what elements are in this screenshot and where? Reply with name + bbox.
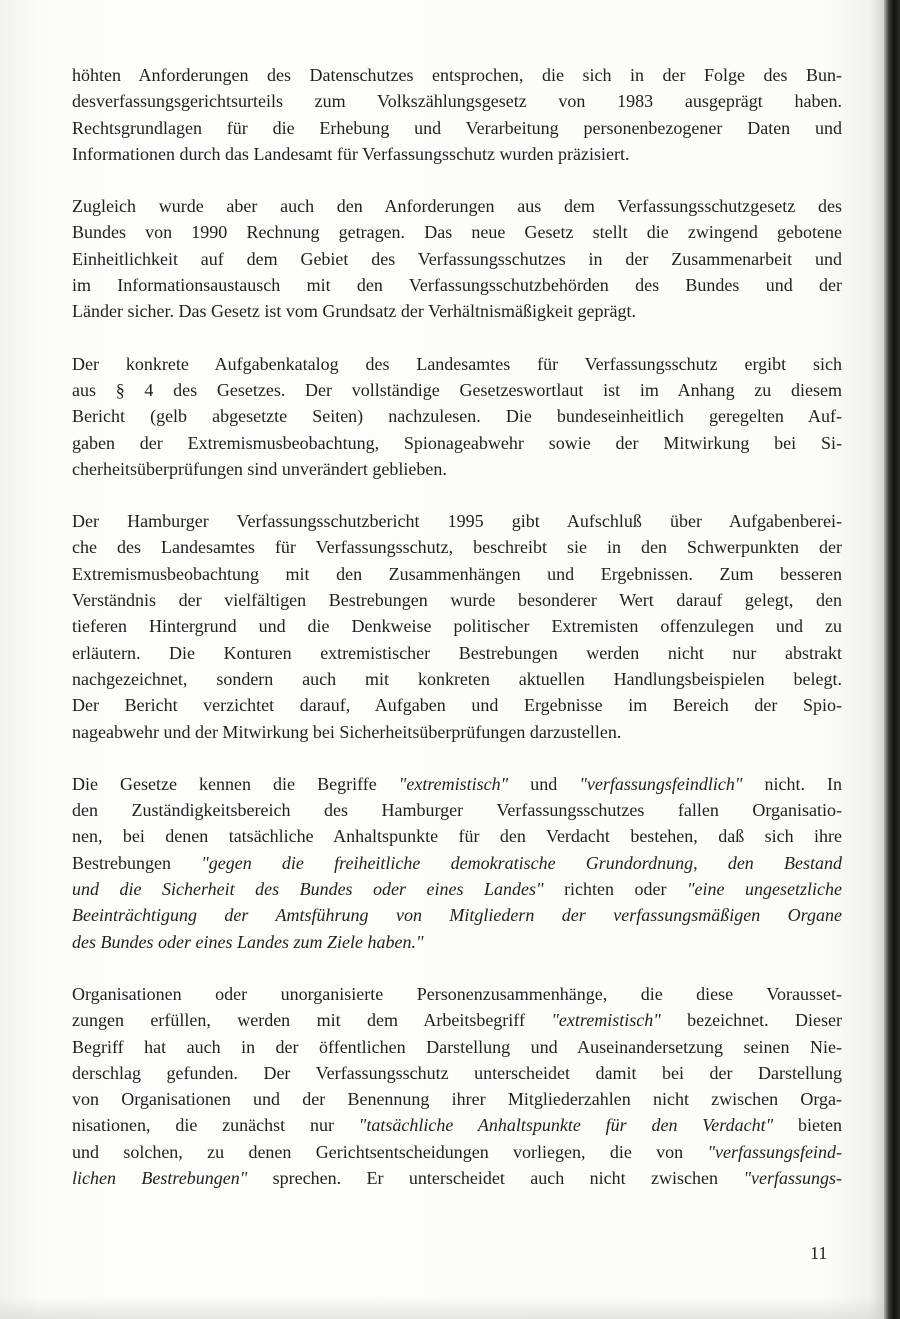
text-line bbox=[72, 823, 842, 849]
text-line: desverfassungsgerichtsurteils zum Volkszählungsgesetz von 1983 ausgeprägt haben. bbox=[72, 91, 842, 112]
text-segment: Bestrebungen bbox=[72, 852, 202, 873]
text-line bbox=[72, 1034, 842, 1060]
text-segment: richten oder bbox=[543, 879, 687, 900]
text-segment: nisationen, die zunächst nur bbox=[72, 1115, 359, 1136]
text-line: nageabwehr und der Mitwirkung bei Sicherheitsüberprüfungen darzustellen. bbox=[72, 721, 622, 742]
page-number: 11 bbox=[810, 1243, 828, 1263]
text-line bbox=[72, 797, 842, 823]
text-line bbox=[72, 981, 842, 1007]
text-segment: Die Gesetze kennen die Begriffe bbox=[72, 773, 399, 794]
text-line: Zugleich wurde aber auch den Anforderungen aus dem Verfassungsschutzgesetz des bbox=[72, 196, 842, 217]
page-bottom-shadow bbox=[0, 1297, 900, 1319]
text-line: Bundes von 1990 Rechnung getragen. Das neue Gesetz stellt die zwingend gebotene bbox=[72, 222, 842, 243]
text-line: erläutern. Die Konturen extremistischer Bestrebungen werden nicht nur abstrakt bbox=[72, 642, 842, 663]
paragraph-5 bbox=[72, 771, 842, 955]
text-segment: bieten bbox=[773, 1115, 843, 1136]
italic-text-segment: und die Sicherheit des Bundes oder eines Landes" bbox=[72, 879, 544, 900]
italic-text-segment: Beeinträchtigung der Amtsführung von Mitgliedern der verfassungsmäßigen Organe bbox=[72, 905, 842, 926]
text-line bbox=[72, 1086, 842, 1112]
italic-text-segment: "gegen die freiheitliche demokratische Grundordnung, den Bestand bbox=[201, 852, 842, 873]
text-line: Rechtsgrundlagen für die Erhebung und Verarbeitung personenbezogener Daten und bbox=[72, 117, 842, 138]
text-line: im Informationsaustausch mit den Verfassungsschutzbehörden des Bundes und der bbox=[72, 275, 842, 296]
text-line bbox=[72, 1139, 842, 1165]
text-line: che des Landesamtes für Verfassungsschutz, beschreibt sie in den Schwerpunkten der bbox=[72, 537, 842, 558]
text-line: Verständnis der vielfältigen Bestrebungen wurde besonderer Wert darauf gelegt, den bbox=[72, 590, 842, 611]
italic-text-segment: "eine ungesetzliche bbox=[687, 879, 842, 900]
text-line: cherheitsüberprüfungen sind unverändert geblieben. bbox=[72, 458, 447, 479]
book-binding-edge bbox=[884, 0, 900, 1319]
text-line: Einheitlichkeit auf dem Gebiet des Verfassungsschutzes in der Zusammenarbeit und bbox=[72, 248, 842, 269]
text-line bbox=[72, 902, 842, 928]
text-line: tieferen Hintergrund und die Denkweise politischer Extremisten offenzulegen und zu bbox=[72, 616, 842, 637]
text-line: Extremismusbeobachtung mit den Zusammenhängen und Ergebnissen. Zum besseren bbox=[72, 563, 842, 584]
text-line: gaben der Extremismusbeobachtung, Spionageabwehr sowie der Mitwirkung bei Si- bbox=[72, 432, 842, 453]
paragraph-1 bbox=[72, 62, 842, 167]
italic-text-segment: "verfassungs- bbox=[743, 1167, 842, 1188]
italic-text-segment: "extremistisch" bbox=[398, 773, 509, 794]
text-line: Der Bericht verzichtet darauf, Aufgaben und Ergebnisse im Bereich der Spio- bbox=[72, 695, 842, 716]
text-line: Länder sicher. Das Gesetz ist vom Grundsatz der Verhältnismäßigkeit geprägt. bbox=[72, 301, 637, 322]
paragraph-6 bbox=[72, 981, 842, 1191]
paragraph-2 bbox=[72, 193, 842, 324]
text-line bbox=[72, 1007, 842, 1033]
text-line: Der konkrete Aufgabenkatalog des Landesamtes für Verfassungsschutz ergibt sich bbox=[72, 353, 842, 374]
text-line bbox=[72, 1112, 842, 1138]
body-text bbox=[72, 62, 842, 1217]
text-line bbox=[72, 1165, 842, 1191]
text-segment: derschlag gefunden. Der Verfassungsschutz unterscheidet damit bei der Darstellung bbox=[72, 1062, 842, 1083]
text-line: aus § 4 des Gesetzes. Der vollständige Gesetzeswortlaut ist im Anhang zu diesem bbox=[72, 379, 842, 400]
text-segment: nicht. In bbox=[742, 773, 842, 794]
text-line: nachgezeichnet, sondern auch mit konkreten aktuellen Handlungsbeispielen belegt. bbox=[72, 668, 842, 689]
text-line bbox=[72, 771, 842, 797]
italic-text-segment: "verfassungsfeind- bbox=[707, 1141, 842, 1162]
text-segment: bezeichnet. Dieser bbox=[660, 1010, 842, 1031]
paragraph-3 bbox=[72, 351, 842, 482]
text-line: Der Hamburger Verfassungsschutzbericht 1995 gibt Aufschluß über Aufgabenberei- bbox=[72, 511, 842, 532]
text-segment: und bbox=[508, 773, 580, 794]
text-segment: sprechen. Er unterscheidet auch nicht zwischen bbox=[247, 1167, 744, 1188]
text-line: Informationen durch das Landesamt für Verfassungsschutz wurden präzisiert. bbox=[72, 143, 630, 164]
text-segment: den Zuständigkeitsbereich des Hamburger Verfassungsschutzes fallen Organisatio- bbox=[72, 800, 842, 821]
text-line bbox=[72, 850, 842, 876]
italic-text-segment: "tatsächliche Anhaltspunkte für den Verdacht" bbox=[358, 1115, 774, 1136]
text-line: Bericht (gelb abgesetzte Seiten) nachzulesen. Die bundeseinheitlich geregelten Auf- bbox=[72, 406, 842, 427]
paragraph-4 bbox=[72, 508, 842, 745]
text-segment: und solchen, zu denen Gerichtsentscheidungen vorliegen, die von bbox=[72, 1141, 708, 1162]
text-line bbox=[72, 1060, 842, 1086]
text-segment: nen, bei denen tatsächliche Anhaltspunkte für den Verdacht bestehen, daß sich ihre bbox=[72, 826, 842, 847]
text-segment: zungen erfüllen, werden mit dem Arbeitsbegriff bbox=[72, 1010, 552, 1031]
italic-text-segment: "extremistisch" bbox=[551, 1010, 661, 1031]
italic-text-segment: "verfassungsfeindlich" bbox=[579, 773, 743, 794]
italic-text-segment: lichen Bestrebungen" bbox=[72, 1167, 248, 1188]
italic-text-segment: des Bundes oder eines Landes zum Ziele haben." bbox=[72, 931, 424, 952]
text-line bbox=[72, 929, 842, 955]
text-line: höhten Anforderungen des Datenschutzes entsprochen, die sich in der Folge des Bun- bbox=[72, 65, 842, 85]
text-segment: Organisationen oder unorganisierte Personenzusammenhänge, die diese Vorausset- bbox=[72, 983, 842, 1004]
text-segment: Begriff hat auch in der öffentlichen Darstellung und Auseinandersetzung seinen Nie- bbox=[72, 1036, 842, 1057]
text-segment: von Organisationen und der Benennung ihrer Mitgliederzahlen nicht zwischen Orga- bbox=[72, 1089, 842, 1110]
text-line bbox=[72, 876, 842, 902]
